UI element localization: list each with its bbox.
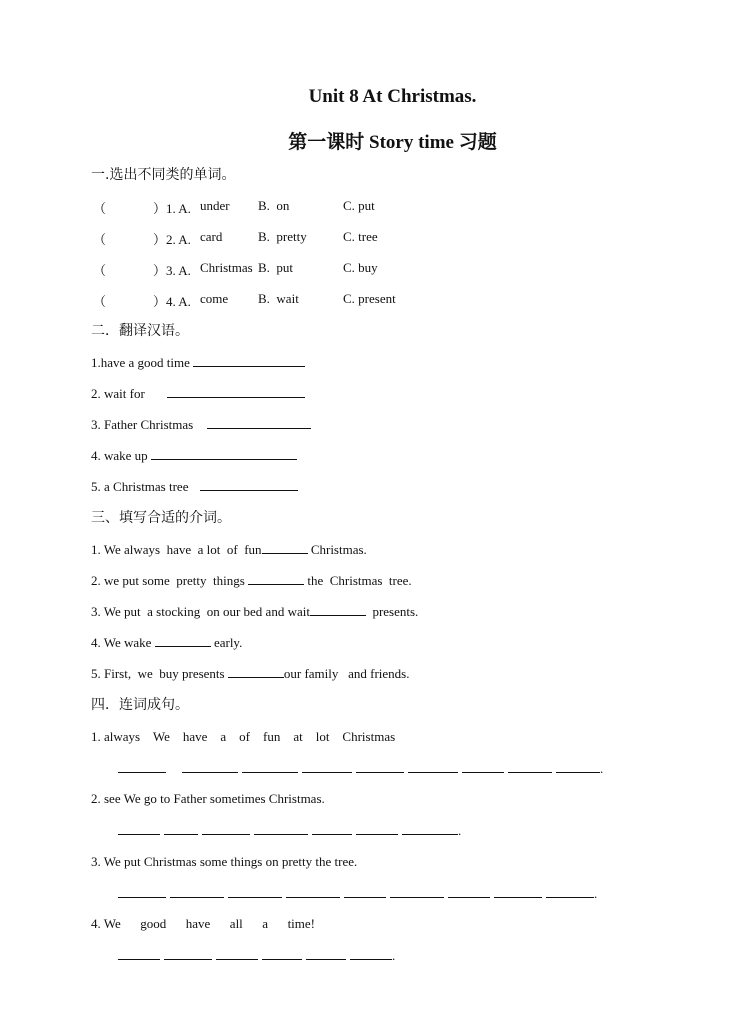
paren-open: （ [93,201,107,216]
section3-item [91,572,412,590]
option-b: B. put [258,260,294,275]
option-c: C. put [343,198,375,213]
answer-blank[interactable] [155,634,211,647]
period: . [392,948,396,963]
section3-heading: 三、填写合适的介词。 [91,510,231,526]
section2-item [91,478,298,496]
section2-item [91,416,311,434]
option-c: C. tree [343,229,378,244]
section4-item: 4. We good have all a time! [91,916,316,931]
option-c: C. buy [343,260,378,275]
option-a: under [200,198,230,213]
paren-open: （ [93,294,107,309]
item-text-after: presents. [365,604,419,619]
item-text: 5. a Christmas tree [91,479,189,494]
item-text: 3. Father Christmas [91,417,194,432]
option-b: B. pretty [258,229,307,244]
item-text: 2. wait for [91,386,145,401]
page-title: Unit 8 At Christmas. [308,86,477,107]
section2-item [91,354,305,372]
section4-item: 3. We put Christmas some things on pretty the tree. [91,854,358,869]
page-subtitle: 第一课时 Story time 习题 [288,132,497,153]
option-c: C. present [343,291,396,306]
answer-lines[interactable] [118,947,395,961]
option-a: card [200,229,223,244]
item-text: 1.have a good time [91,355,190,370]
section2-heading: 二．翻译汉语。 [91,323,189,339]
item-number: ）4. A. [153,294,191,309]
answer-blank[interactable] [167,385,305,398]
section3-item [91,541,367,559]
period: . [594,886,598,901]
answer-blank[interactable] [248,572,304,585]
answer-blank[interactable] [200,478,298,491]
option-b: B. on [258,198,290,213]
item-text-after: our family and friends. [283,666,410,681]
option-b: B. wait [258,291,299,306]
section2-item [91,447,297,465]
answer-blank[interactable] [151,447,297,460]
option-a: come [200,291,229,306]
answer-blank[interactable] [207,416,311,429]
section4-item: 1. always We have a of fun at lot Christmas [91,729,396,744]
paren-open: （ [93,263,107,278]
section2-item [91,385,305,403]
answer-blank[interactable] [310,603,366,616]
item-number: ）3. A. [153,263,191,278]
period: . [458,823,462,838]
section3-item [91,665,410,683]
section1-heading: 一.选出不同类的单词。 [91,167,236,183]
answer-blank[interactable] [262,541,308,554]
answer-lines[interactable] [118,885,597,899]
section4-item: 2. see We go to Father sometimes Christmas. [91,791,325,806]
section4-heading: 四．连词成句。 [91,697,189,713]
option-a: Christmas [200,260,253,275]
answer-lines[interactable] [118,760,603,774]
item-number: ）1. A. [153,201,191,216]
answer-blank[interactable] [193,354,305,367]
section3-item [91,634,242,652]
item-number: ）2. A. [153,232,191,247]
item-text: 4. We wake [91,635,155,650]
answer-lines[interactable] [118,822,461,836]
period: . [600,761,604,776]
item-text-after: Christmas. [307,542,367,557]
item-text: 2. we put some pretty things [91,573,249,588]
item-text: 3. We put a stocking on our bed and wait [91,604,310,619]
paren-open: （ [93,232,107,247]
item-text: 5. First, we buy presents [91,666,228,681]
item-text-after: early. [210,635,243,650]
item-text: 1. We always have a lot of fun [91,542,262,557]
item-text: 4. wake up [91,448,148,463]
answer-blank[interactable] [228,665,284,678]
section3-item [91,603,418,621]
item-text-after: the Christmas tree. [304,573,412,588]
